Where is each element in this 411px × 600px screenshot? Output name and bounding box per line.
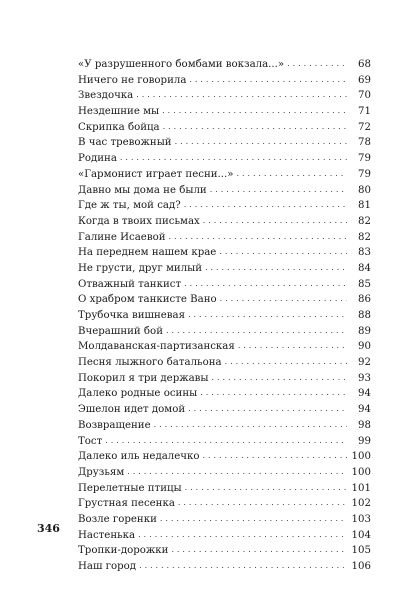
toc-entry [78, 308, 371, 324]
toc-entry-title: Песня лыжного батальона [78, 357, 222, 369]
dot-leader [136, 87, 347, 103]
toc-entry-title: Галине Исаевой [78, 231, 166, 243]
toc-entry [78, 73, 371, 89]
toc-entry-title: На переднем нашем крае [78, 247, 217, 259]
toc-entry-page: 84 [358, 262, 371, 274]
toc-entry-title: Возвращение [78, 419, 151, 431]
toc-entry [78, 245, 371, 261]
toc-entry-page: 93 [358, 372, 371, 384]
toc-entry [78, 512, 371, 528]
toc-entry-title: Наш город [78, 561, 137, 572]
dot-leader [203, 448, 347, 464]
toc-entry-title: Друзьям [78, 466, 125, 478]
toc-entry-page: 70 [358, 90, 371, 102]
dot-leader [138, 527, 347, 543]
toc-entry-page: 79 [358, 168, 371, 180]
dot-leader [287, 56, 347, 72]
toc-entry-page: 80 [358, 184, 371, 196]
dot-leader [127, 464, 347, 480]
dot-leader [171, 542, 347, 558]
dot-leader [185, 480, 347, 496]
toc-entry-page: 94 [358, 404, 371, 416]
toc-entry-title: Вчерашний бой [78, 325, 163, 337]
toc-entry [78, 371, 371, 387]
toc-entry [78, 355, 371, 371]
toc-entry-title: Давно мы дома не были [78, 184, 207, 196]
toc-entry [78, 57, 371, 73]
toc-entry [78, 402, 371, 418]
dot-leader [212, 370, 347, 386]
toc-entry-page: 100 [351, 451, 371, 463]
toc-entry [78, 230, 371, 246]
toc-entry [78, 88, 371, 104]
toc-entry [78, 434, 371, 450]
dot-leader [238, 338, 347, 354]
dot-leader [160, 511, 347, 527]
toc-entry-title: Эшелон идет домой [78, 404, 186, 416]
dot-leader [178, 495, 347, 511]
toc-entry-page: 79 [358, 153, 371, 165]
dot-leader [163, 119, 347, 135]
dot-leader [220, 291, 347, 307]
toc-entry [78, 151, 371, 167]
toc-entry [78, 528, 371, 544]
toc-entry-title: Ничего не говорила [78, 74, 187, 86]
dot-leader [120, 150, 347, 166]
toc-entry-title: Молдаванская-партизанская [78, 341, 235, 353]
toc-entry-page: 72 [358, 121, 371, 133]
toc-entry-page: 92 [358, 357, 371, 369]
toc-entry [78, 324, 371, 340]
toc-entry-page: 89 [358, 325, 371, 337]
toc-entry-title: Перелетные птицы [78, 482, 182, 494]
toc-entry-page: 68 [358, 59, 371, 70]
toc-entry-title: Далеко родные осины [78, 388, 198, 400]
dot-leader [184, 276, 347, 292]
toc-entry-page: 69 [358, 74, 371, 86]
toc-entry [78, 559, 371, 575]
toc-entry-page: 105 [351, 545, 371, 557]
dot-leader [219, 244, 347, 260]
toc-entry [78, 135, 371, 151]
toc-entry-title: Тост [78, 435, 103, 447]
toc-entry-title: Грустная песенка [78, 498, 175, 510]
toc-entry-page: 90 [358, 341, 371, 353]
toc-entry-title: В час тревожный [78, 137, 172, 149]
toc-entry-page: 86 [358, 294, 371, 306]
toc-entry [78, 543, 371, 559]
toc-entry-title: Не грусти, друг милый [78, 262, 203, 274]
dot-leader [205, 260, 347, 276]
toc-entry-page: 98 [358, 419, 371, 431]
toc-entry-page: 103 [351, 513, 371, 525]
toc-entry [78, 292, 371, 308]
toc-entry-page: 94 [358, 388, 371, 400]
dot-leader [169, 229, 348, 245]
dot-leader [162, 103, 347, 119]
toc-entry-page: 85 [358, 278, 371, 290]
dot-leader [154, 417, 347, 433]
toc-entry-title: Родина [78, 153, 117, 165]
toc-entry-title: Покорил я три державы [78, 372, 209, 384]
toc-entry [78, 183, 371, 199]
dot-leader [175, 134, 347, 150]
toc-entry-title: Звездочка [78, 90, 134, 102]
dot-leader [200, 385, 347, 401]
toc-entry-title: Настенька [78, 529, 136, 541]
toc-entry [78, 339, 371, 355]
toc-entry-title: Тропки-дорожки [78, 545, 169, 557]
toc-entry-title: Скрипка бойца [78, 121, 160, 133]
toc-entry-page: 82 [358, 231, 371, 243]
toc-entry-page: 100 [351, 466, 371, 478]
toc-entry [78, 449, 371, 465]
toc-entry-page: 81 [358, 200, 371, 212]
page-number: 346 [37, 522, 60, 535]
toc-entry-page: 82 [358, 215, 371, 227]
toc-entry-page: 101 [351, 482, 371, 494]
toc-entry-title: Нездешние мы [78, 106, 160, 118]
table-of-contents [78, 57, 371, 575]
toc-entry [78, 465, 371, 481]
toc-entry [78, 496, 371, 512]
dot-leader [225, 354, 347, 370]
toc-entry-title: Возле горенки [78, 513, 157, 525]
toc-entry [78, 120, 371, 136]
dot-leader [203, 213, 347, 229]
toc-entry-page: 104 [351, 529, 371, 541]
toc-entry-title: О храбром танкисте Вано [78, 294, 217, 306]
dot-leader [105, 433, 347, 449]
toc-entry-page: 102 [351, 498, 371, 510]
toc-entry [78, 214, 371, 230]
toc-entry-title: «У разрушенного бомбами вокзала...» [78, 59, 285, 70]
dot-leader [139, 558, 347, 574]
toc-entry-page: 99 [358, 435, 371, 447]
toc-entry [78, 277, 371, 293]
toc-entry-page: 71 [358, 106, 371, 118]
toc-entry-title: Трубочка вишневая [78, 310, 186, 321]
dot-leader [236, 166, 347, 182]
toc-entry [78, 481, 371, 497]
dot-leader [189, 72, 347, 88]
toc-entry-page: 88 [358, 310, 371, 321]
toc-entry [78, 167, 371, 183]
toc-entry-page: 106 [351, 561, 371, 572]
toc-entry [78, 418, 371, 434]
dot-leader [210, 182, 347, 198]
toc-entry-page: 78 [358, 137, 371, 149]
toc-entry-title: Отважный танкист [78, 278, 182, 290]
toc-entry-title: Когда в твоих письмах [78, 215, 200, 227]
toc-entry-title: Далеко иль недалечко [78, 451, 200, 463]
toc-entry [78, 198, 371, 214]
toc-entry [78, 104, 371, 120]
dot-leader [166, 323, 347, 339]
dot-leader [184, 197, 347, 213]
toc-entry [78, 261, 371, 277]
toc-entry-title: Где ж ты, мой сад? [78, 200, 181, 212]
toc-entry [78, 386, 371, 402]
toc-entry-title: «Гармонист играет песни...» [78, 168, 234, 180]
dot-leader [188, 401, 347, 417]
toc-entry-page: 83 [358, 247, 371, 259]
dot-leader [188, 307, 347, 323]
